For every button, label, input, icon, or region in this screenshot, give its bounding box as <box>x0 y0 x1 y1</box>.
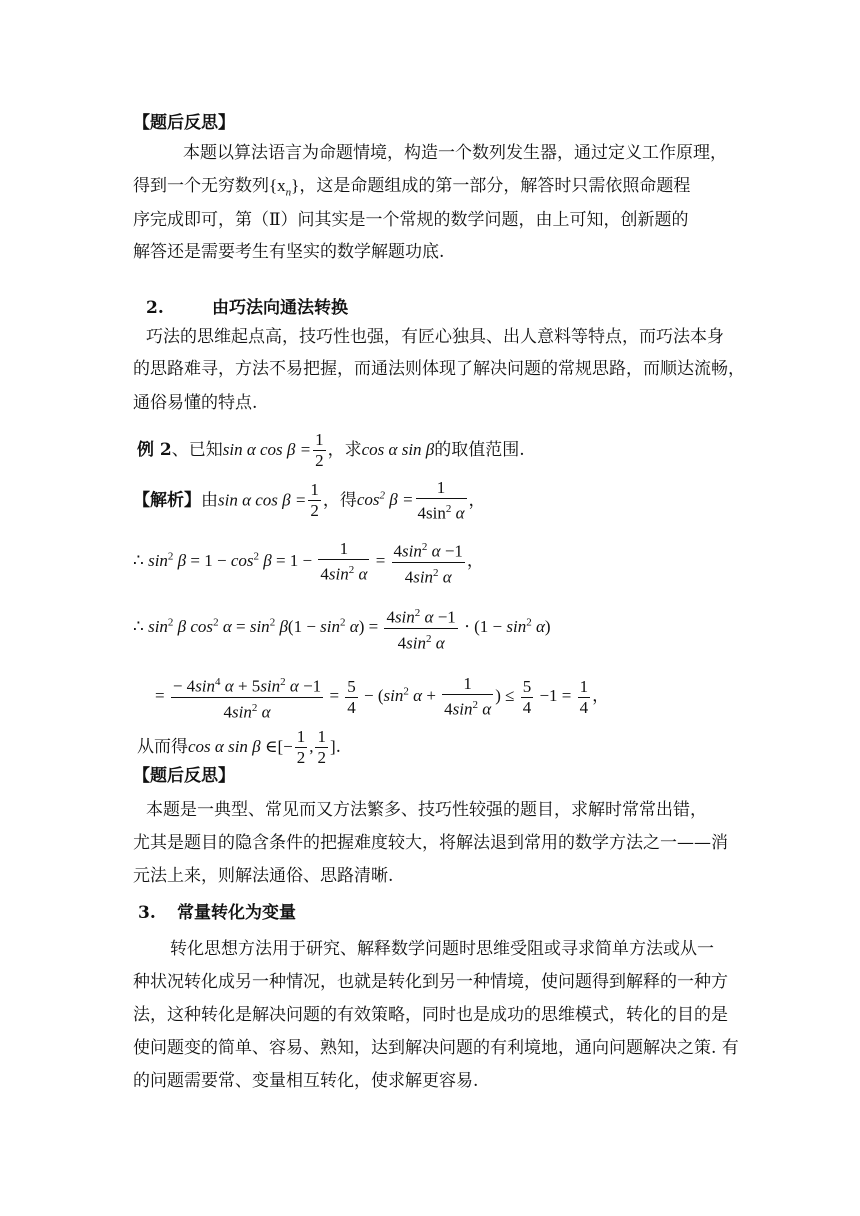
equation-sin2-beta: ∴ $\sin^2 \beta = 1 - \cos^2 \beta = 1$ − $\frac{1}{4\sin^2 \alpha}$ = $\frac{4\sin^2 \alpha -1}{4\sin^2 \alpha}$ ， <box>133 537 484 587</box>
section-3-para-line-2: 种状况转化成另一种情况，也就是转化到另一种情境，使问题得到解释的一种方 <box>133 972 728 992</box>
fraction-one-half: $\frac{1}{2}$ <box>317 727 326 767</box>
example-text: ，求 <box>327 440 362 460</box>
fraction: $\frac{1}{4}$ <box>579 676 589 717</box>
reflection-para-line-2 <box>133 174 690 204</box>
sequence-symbol: $\{x_n\}$ <box>269 176 300 199</box>
section-2-number: 2. <box>146 298 164 318</box>
fraction: $\frac{- 4\sin^4 \alpha + 5\sin^2 \alpha -1}{4\sin^2 \alpha}$ <box>171 672 323 722</box>
reflection-para-line-4: 解答还是需要考生有坚实的数学解题功底. <box>133 242 445 262</box>
fraction-one-over-4sin2a: $\frac{1}{4\sin^2 \alpha}$ <box>417 478 465 523</box>
reflection-para-line-1: 本题以算法语言为命题情境，构造一个数列发生器，通过定义工作原理， <box>183 143 727 163</box>
reflection-heading-2: 【题后反思】 <box>133 766 235 786</box>
equation-bound: = $\frac{- 4\sin^4 \alpha + 5\sin^2 \alpha -1}{4\sin^2 \alpha}$ = $\frac{5}{4}$ − ($\sin^2$ α + $\frac{1}{4\sin^2 \alpha}$ ) ≤ $\frac{5}{4}$ −1 = $\frac{1}{4}$ ， <box>155 672 609 722</box>
conclusion-text: 从而得 <box>137 737 188 757</box>
fraction-one-half: $\frac{1}{2}$ <box>296 727 306 767</box>
conclusion-math: cos α sin β ∈ <box>188 737 278 756</box>
fraction: $\frac{4\sin^2 \alpha -1}{4\sin^2 \alpha}$ <box>392 537 465 587</box>
reflection-para-line-3: 序完成即可，第（Ⅱ）问其实是一个常规的数学问题，由上可知，创新题的 <box>133 210 689 230</box>
analysis-text: 由 <box>201 490 218 511</box>
section-2-para-line-1: 巧法的思维起点高，技巧性也强，有匠心独具、出人意料等特点，而巧法本身 <box>146 327 724 347</box>
fraction: $\frac{5}{4}$ <box>522 676 532 717</box>
section-3-para-line-1: 转化思想方法用于研究、解释数学问题时思维受阻或寻求简单方法或从一 <box>170 939 714 959</box>
fraction: $\frac{5}{4}$ <box>347 676 356 717</box>
example-2-line <box>137 430 525 471</box>
analysis-line: 【解析】由sin α cos β = $\frac{1}{2}$ ，得$\cos^2 \beta$ = $\frac{1}{4\sin^2 \alpha}$ ， <box>133 478 486 523</box>
section-2-title: 由巧法向通法转换 <box>212 298 348 318</box>
example-target-math: cos α sin β <box>361 440 435 459</box>
fraction-one-half: $\frac{1}{2}$ <box>315 430 324 470</box>
analysis-math: sin α cos β = <box>218 490 307 510</box>
analysis-text: ，得 <box>322 490 357 511</box>
section-2-para-line-2: 的思路难寻，方法不易把握，而通法则体现了解决问题的常规思路，而顺达流畅， <box>133 359 745 379</box>
fraction: $\frac{4\sin^2 \alpha -1}{4\sin^2 \alpha}$ <box>384 603 457 653</box>
reflection-2-line-1: 本题是一典型、常见而又方法繁多、技巧性较强的题目，求解时常常出错， <box>146 800 707 820</box>
example-condition-math: sin α cos β = <box>222 440 312 459</box>
example-text: 、已知 <box>171 440 223 460</box>
analysis-label: 【解析】 <box>133 490 201 511</box>
example-text: 的取值范围. <box>434 440 525 460</box>
reflection-para-text: ，这是命题组成的第一部分，解答时只需依照命题程 <box>299 176 691 196</box>
section-3-number: 3. <box>138 903 156 923</box>
example-label: 例 2 <box>137 440 172 460</box>
fraction: $\frac{1}{4\sin^2 \alpha}$ <box>444 674 492 719</box>
reflection-2-line-3: 元法上来，则解法通俗、思路清晰. <box>133 866 394 886</box>
reflection-heading-1: 【题后反思】 <box>133 113 235 133</box>
section-3-para-line-5: 的问题需要常、变量相互转化，使求解更容易. <box>133 1071 479 1091</box>
section-2-para-line-3: 通俗易懂的特点. <box>133 393 258 413</box>
reflection-para-text: 得到一个无穷数列 <box>133 176 269 196</box>
fraction: $\frac{1}{4\sin^2 \alpha}$ <box>320 539 368 584</box>
reflection-2-line-2: 尤其是题目的隐含条件的把握难度较大，将解法退到常用的数学方法之一——消 <box>133 833 728 853</box>
equation-product: ∴ $\sin^2 \beta$ $\cos^2 \alpha = \sin^2 \beta(1 - \sin^2 \alpha)$ = $\frac{4\sin^2 \alpha -1}{4\sin^2 \alpha}$ ⋅ $(1 - \sin^2 \alpha)$ <box>133 603 551 653</box>
section-3-para-line-4: 使问题变的简单、容易、熟知，达到解决问题的有利境地，通向问题解决之策. 有 <box>133 1038 739 1058</box>
cos-squared-beta: $\cos^2 \beta$ = <box>356 489 414 510</box>
section-3-title: 常量转化为变量 <box>177 903 296 923</box>
fraction-one-half: $\frac{1}{2}$ <box>310 480 319 521</box>
conclusion-line: 从而得cos α sin β ∈[− $\frac{1}{2}$ , $\frac{1}{2}$ ]. <box>137 727 342 767</box>
section-3-para-line-3: 法，这种转化是解决问题的有效策略，同时也是成功的思维模式，转化的目的是 <box>133 1005 728 1025</box>
